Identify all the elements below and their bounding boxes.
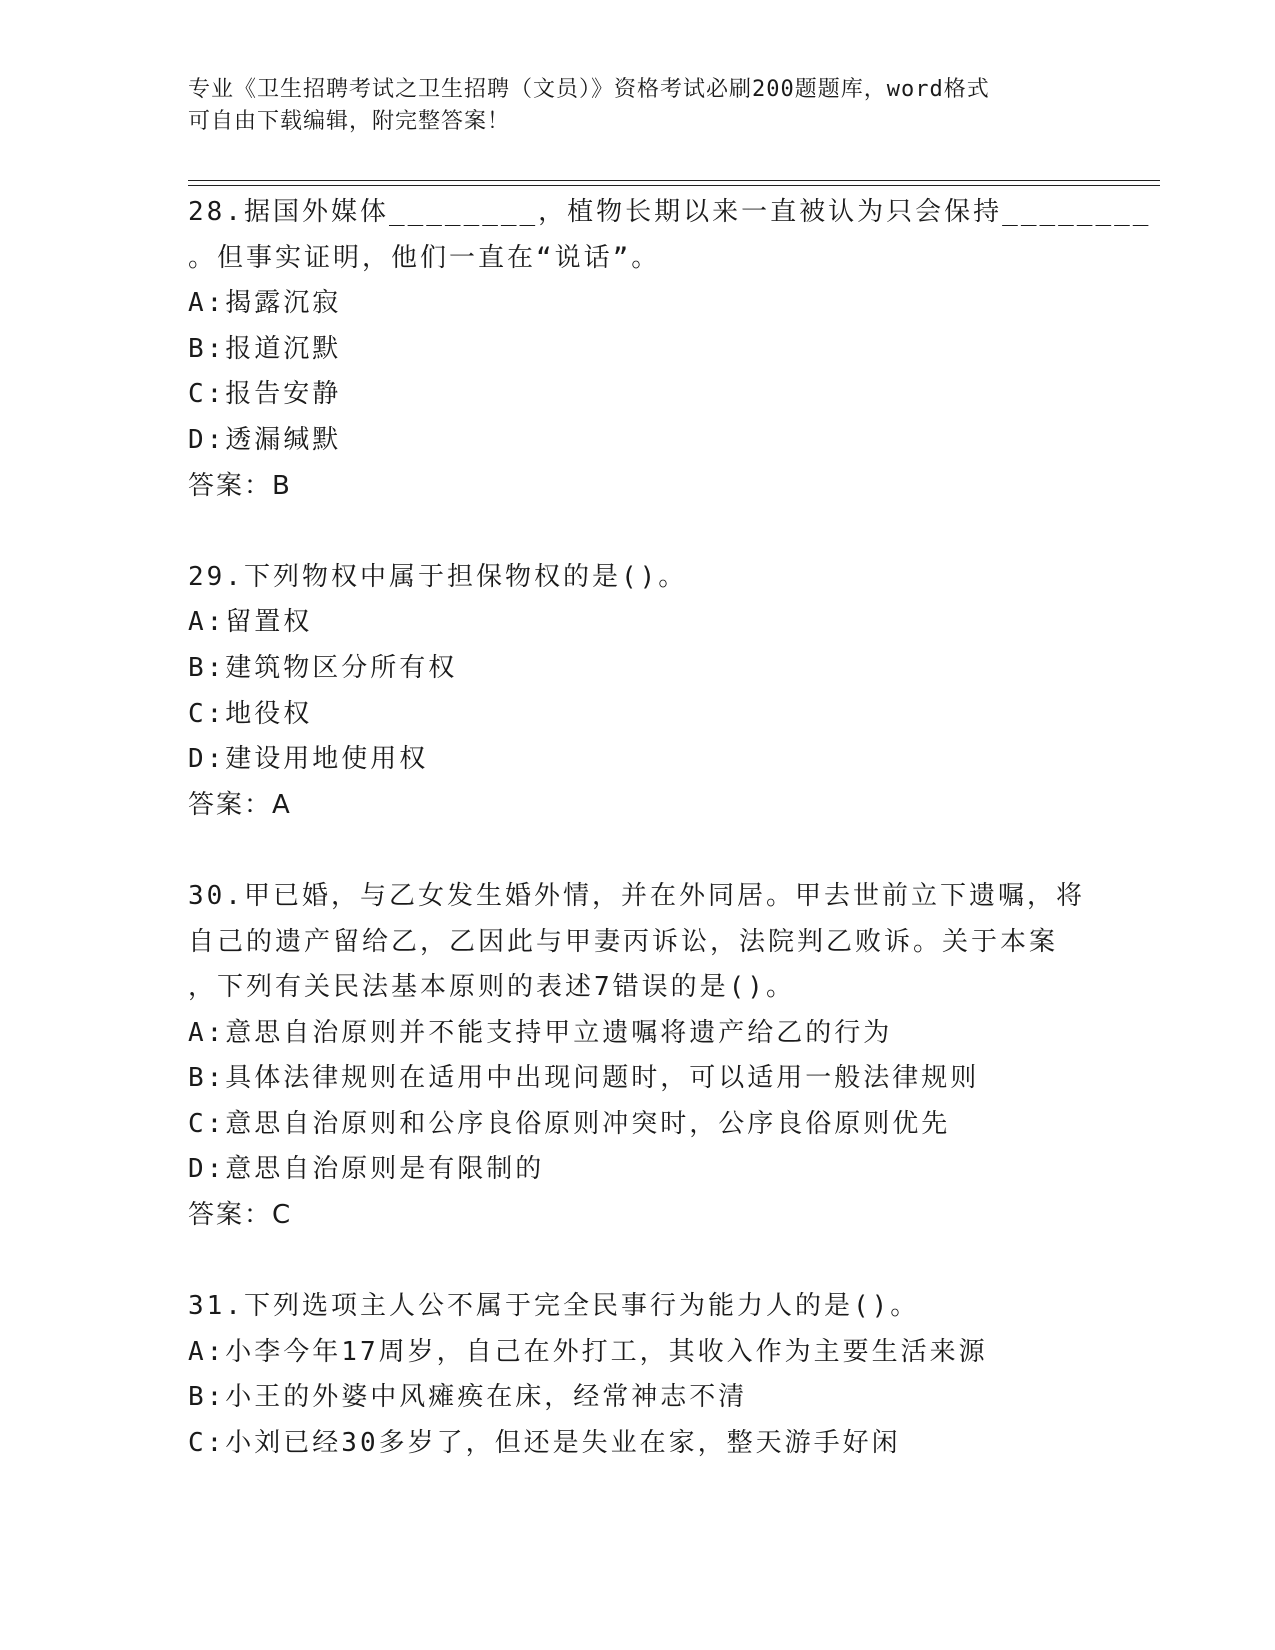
option-c: C:地役权 [188,698,313,729]
question-stem: 30.甲已婚，与乙女发生婚外情，并在外同居。甲去世前立下遗嘱，将 [188,880,1085,911]
option-d: D:建设用地使用权 [188,744,429,775]
question-stem: 28.据国外媒体________，植物长期以来一直被认为只会保持________ [188,197,1152,227]
question-stem: 29.下列物权中属于担保物权的是()。 [188,561,688,592]
question-stem: 31.下列选项主人公不属于完全民事行为能力人的是()。 [188,1291,920,1322]
option-a: A:揭露沉寂 [188,288,342,319]
option-a: A:留置权 [188,607,313,638]
answer-line: 答案：B [188,470,292,501]
option-c: C:报告安静 [188,379,342,410]
question-29 [188,555,1088,829]
option-b: B:具体法律规则在适用中出现问题时，可以适用一般法律规则 [188,1063,980,1094]
answer-line: 答案：C [188,1200,293,1231]
header-line-2: 可自由下载编辑，附完整答案！ [188,109,511,134]
option-a: A:小李今年17周岁，自己在外打工，其收入作为主要生活来源 [188,1336,988,1367]
header-divider-bottom [188,185,1160,186]
option-c: C:小刘已经30多岁了，但还是失业在家，整天游手好闲 [188,1428,901,1459]
question-31 [188,1284,1088,1466]
option-d: D:意思自治原则是有限制的 [188,1154,545,1185]
answer-line: 答案：A [188,789,292,820]
spacer [188,828,1088,874]
header-divider-top [188,180,1160,181]
header-line-1: 专业《卫生招聘考试之卫生招聘（文员）》资格考试必刷200题题库，word格式 [188,77,990,102]
question-list [188,190,1152,1467]
document-header [188,74,1088,138]
spacer [188,1239,1088,1285]
option-b: B:建筑物区分所有权 [188,652,458,683]
spacer [188,509,1088,555]
option-d: D:透漏缄默 [188,424,342,455]
question-30 [188,874,1088,1239]
question-stem: 。但事实证明，他们一直在“说话”。 [188,242,661,273]
question-28 [188,190,1152,509]
option-c: C:意思自治原则和公序良俗原则冲突时，公序良俗原则优先 [188,1108,951,1139]
option-b: B:报道沉默 [188,333,342,364]
question-stem: 自己的遗产留给乙，乙因此与甲妻丙诉讼，法院判乙败诉。关于本案 [188,926,1059,957]
option-a: A:意思自治原则并不能支持甲立遗嘱将遗产给乙的行为 [188,1017,893,1048]
option-b: B:小王的外婆中风瘫痪在床，经常神志不清 [188,1382,748,1413]
question-stem: ，下列有关民法基本原则的表述7错误的是()。 [188,972,795,1003]
